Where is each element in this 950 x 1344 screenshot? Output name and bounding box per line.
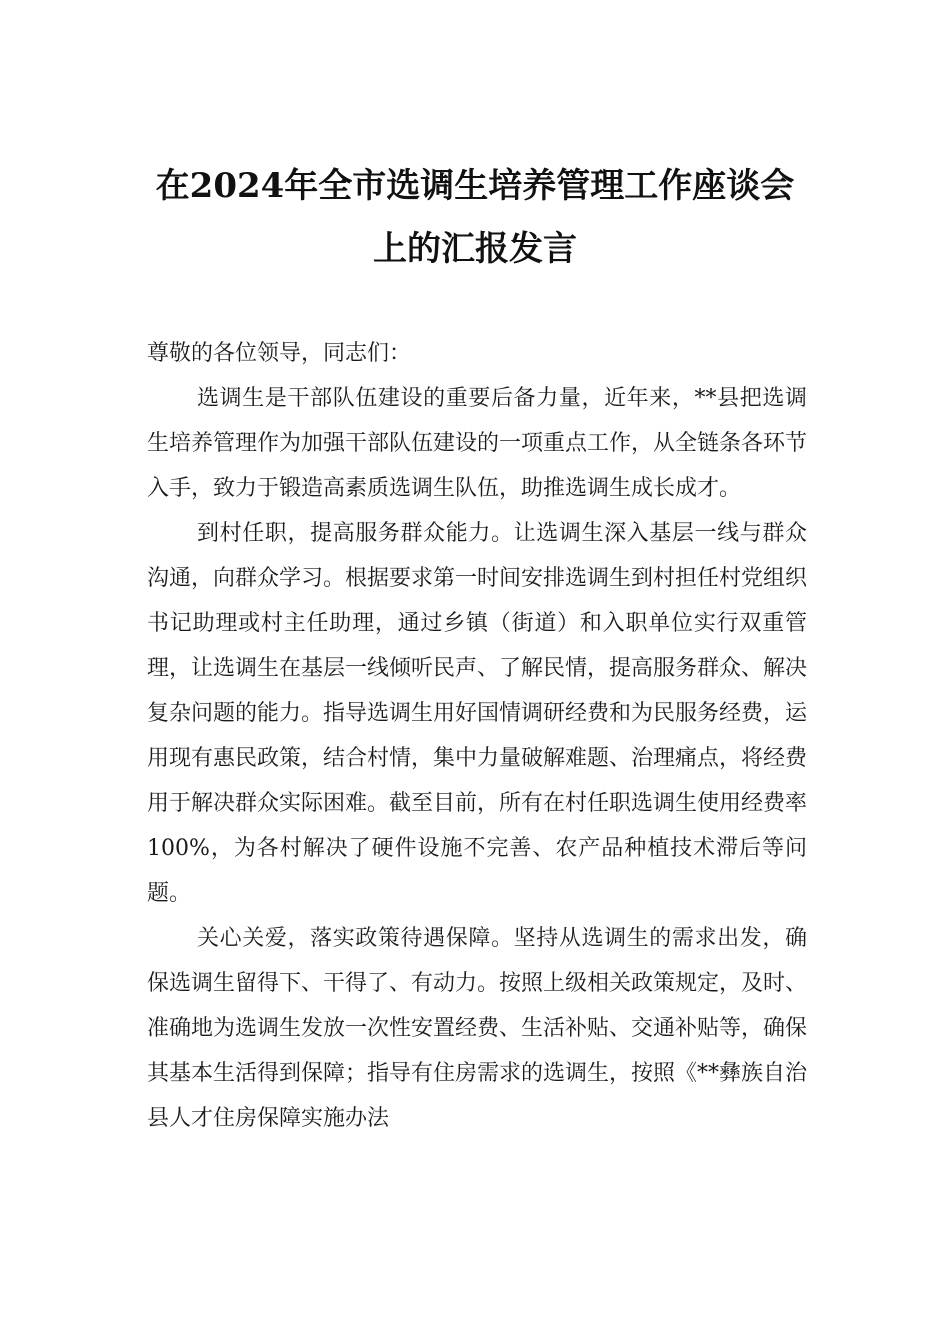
paragraph-intro: 选调生是干部队伍建设的重要后备力量，近年来，**县把选调生培养管理作为加强干部队伍建设的一项重点工作，从全链条各环节入手，致力于锻造高素质选调生队伍，助推选调生成长成才。 xyxy=(147,386,808,501)
document-body xyxy=(147,331,807,1141)
salutation: 尊敬的各位领导，同志们： xyxy=(147,341,412,366)
paragraph-care-support: 关心关爱，落实政策待遇保障。坚持从选调生的需求出发，确保选调生留得下、干得了、有动力。按照上级相关政策规定，及时、准确地为选调生发放一次性安置经费、生活补贴、交通补贴等，确保其基本生活得到保障；指导有住房需求的选调生，按照《**彝族自治县人才住房保障实施办法 xyxy=(147,926,808,1131)
paragraph-village-service: 到村任职，提高服务群众能力。让选调生深入基层一线与群众沟通，向群众学习。根据要求第一时间安排选调生到村担任村党组织书记助理或村主任助理，通过乡镇（街道）和入职单位实行双重管理，让选调生在基层一线倾听民声、了解民情，提高服务群众、解决复杂问题的能力。指导选调生用好国情调研经费和为民服务经费，运用现有惠民政策，结合村情，集中力量破解难题、治理痛点，将经费用于解决群众实际困难。截至目前，所有在村任职选调生使用经费率100%，为各村解决了硬件设施不完善、农产品种植技术滞后等问题。 xyxy=(147,521,808,906)
document-title-line-1: 在2024年全市选调生培养管理工作座谈会 xyxy=(155,166,795,206)
document-title-line-2: 上的汇报发言 xyxy=(373,229,577,269)
